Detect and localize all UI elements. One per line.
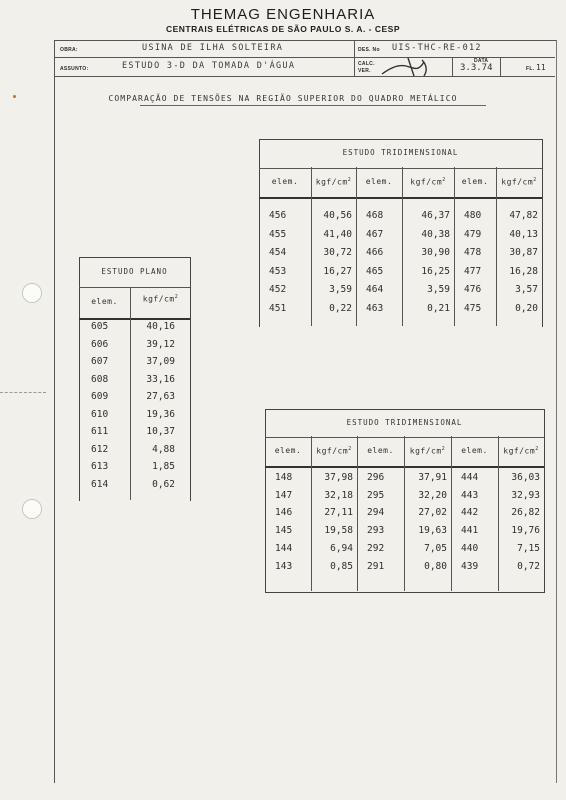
value-cell: 40,56 (323, 210, 352, 221)
elem-cell: 451 (269, 302, 287, 314)
column-header-unit: kgf/$cm^2$ (503, 446, 539, 456)
elem-cell: 439 (461, 560, 479, 572)
des-value: UIS-THC-RE-012 (392, 43, 482, 53)
elem-cell: 466 (366, 247, 384, 258)
elem-cell: 467 (366, 228, 384, 240)
elem-cell: 480 (464, 210, 482, 221)
value-cell: 19,76 (511, 525, 540, 537)
value-cell: 46,37 (421, 210, 450, 221)
value-cell: 27,11 (324, 507, 353, 519)
obra-label: OBRA: (60, 47, 78, 53)
column-header-unit: kgf/$cm^2$ (142, 294, 179, 304)
elem-cell: 147 (275, 489, 293, 501)
form-bottom-line (54, 76, 555, 77)
value-cell: 3,59 (329, 284, 352, 295)
elem-cell: 453 (269, 265, 287, 277)
value-cell: 0,62 (152, 478, 175, 490)
column-divider (454, 167, 455, 326)
folha-value: 11 (536, 63, 546, 72)
elem-cell: 455 (269, 228, 287, 240)
value-cell: 3,59 (427, 284, 450, 295)
column-header-elem: elem. (461, 177, 489, 186)
value-cell: 19,63 (418, 525, 447, 537)
elem-cell: 464 (366, 284, 384, 295)
column-divider (451, 436, 452, 591)
elem-cell: 479 (464, 228, 482, 240)
value-cell: 0,20 (515, 302, 538, 314)
table-title: ESTUDO TRIDIMENSIONAL (342, 148, 459, 157)
obra-value: USINA DE ILHA SOLTEIRA (142, 43, 284, 53)
column-header-elem: elem. (367, 446, 394, 455)
value-cell: 19,58 (324, 525, 353, 537)
calc-label: CALC. (358, 61, 375, 67)
form-date-divider (452, 58, 453, 76)
value-cell: 7,15 (517, 542, 540, 554)
value-cell: 0,85 (330, 560, 353, 572)
signature-mark (378, 54, 438, 80)
value-cell: 40,38 (421, 228, 450, 240)
elem-cell: 144 (275, 542, 293, 554)
value-cell: 32,18 (324, 489, 353, 501)
value-cell: 26,82 (511, 507, 540, 519)
value-cell: 41,40 (323, 228, 352, 240)
assunto-label: ASSUNTO: (60, 66, 89, 72)
value-cell: 4,88 (152, 443, 175, 455)
elem-cell: 148 (275, 472, 293, 483)
elem-cell: 293 (367, 525, 385, 537)
column-header-elem: elem. (91, 297, 118, 306)
elem-cell: 612 (91, 443, 109, 455)
elem-cell: 143 (275, 560, 293, 572)
elem-cell: 291 (367, 560, 385, 572)
value-cell: 10,37 (146, 426, 175, 437)
elem-cell: 605 (91, 321, 109, 332)
elem-cell: 444 (461, 472, 479, 483)
column-header-elem: elem. (271, 177, 299, 186)
elem-cell: 478 (464, 247, 482, 258)
elem-cell: 443 (461, 489, 479, 501)
elem-cell: 292 (367, 542, 385, 554)
column-header-elem: elem. (365, 177, 393, 186)
elem-cell: 609 (91, 391, 109, 402)
value-cell: 19,36 (146, 408, 175, 420)
fold-mark (0, 392, 46, 393)
stain-mark (13, 95, 16, 98)
value-cell: 30,90 (421, 247, 450, 258)
title-underline (140, 105, 486, 106)
value-cell: 37,91 (418, 472, 447, 483)
value-cell: 27,02 (418, 507, 447, 519)
value-cell: 0,21 (427, 302, 450, 314)
value-cell: 32,20 (418, 489, 447, 501)
des-label: DES. No (358, 47, 380, 53)
value-cell: 30,87 (509, 247, 538, 258)
value-cell: 39,12 (146, 338, 175, 350)
elem-cell: 465 (366, 265, 384, 277)
folha-label: FL. (526, 66, 535, 72)
column-header-unit: kgf/$cm^2$ (315, 177, 352, 187)
table-estudo-plano (79, 257, 190, 500)
elem-cell: 452 (269, 284, 287, 295)
elem-cell: 476 (464, 284, 482, 295)
client-name: CENTRAIS ELÉTRICAS DE SÃO PAULO S. A. - CESP (165, 24, 401, 34)
value-cell: 16,27 (323, 265, 352, 277)
value-cell: 36,03 (511, 472, 540, 483)
value-cell: 40,13 (509, 228, 538, 240)
value-cell: 6,94 (330, 542, 353, 554)
elem-cell: 296 (367, 472, 385, 483)
binder-hole-bottom (22, 499, 42, 519)
elem-cell: 145 (275, 525, 293, 537)
elem-cell: 608 (91, 373, 109, 385)
column-divider (357, 436, 358, 591)
column-header-unit: kgf/$cm^2$ (409, 446, 446, 456)
assunto-value: ESTUDO 3-D DA TOMADA D'ÁGUA (122, 61, 296, 71)
elem-cell: 146 (275, 507, 293, 519)
company-name: THEMAG ENGENHARIA (190, 6, 376, 23)
elem-cell: 441 (461, 525, 479, 537)
data-label: DATA (474, 58, 489, 64)
value-cell: 30,72 (323, 247, 352, 258)
column-header-unit: kgf/$cm^2$ (410, 177, 446, 187)
value-cell: 47,82 (509, 210, 538, 221)
elem-cell: 611 (91, 426, 109, 437)
elem-cell: 477 (464, 265, 482, 277)
table-tridimensional-1 (259, 139, 542, 326)
column-header-elem: elem. (461, 446, 488, 455)
column-header-unit: kgf/$cm^2$ (501, 177, 537, 187)
value-cell: 37,09 (146, 356, 175, 367)
value-cell: 0,22 (329, 302, 352, 314)
value-cell: 32,93 (511, 489, 540, 501)
elem-cell: 607 (91, 356, 109, 367)
binder-hole-top (22, 283, 42, 303)
column-header-unit: kgf/$cm^2$ (316, 446, 352, 456)
elem-cell: 468 (366, 210, 384, 221)
elem-cell: 456 (269, 210, 287, 221)
form-vertical-divider (354, 40, 355, 76)
elem-cell: 454 (269, 247, 287, 258)
elem-cell: 614 (91, 478, 109, 490)
value-cell: 16,28 (509, 265, 538, 277)
value-cell: 1,85 (152, 461, 175, 472)
elem-cell: 442 (461, 507, 479, 519)
value-cell: 16,25 (421, 265, 450, 277)
elem-cell: 610 (91, 408, 109, 420)
value-cell: 33,16 (146, 373, 175, 385)
form-sheet-divider (500, 58, 501, 76)
ver-label: VER. (358, 68, 371, 74)
value-cell: 27,63 (146, 391, 175, 402)
column-divider (356, 167, 357, 326)
value-cell: 37,98 (324, 472, 353, 483)
value-cell: 3,57 (515, 284, 538, 295)
elem-cell: 463 (366, 302, 384, 314)
value-cell: 40,16 (146, 321, 175, 332)
table-title: ESTUDO TRIDIMENSIONAL (346, 418, 463, 427)
elem-cell: 475 (464, 302, 482, 314)
elem-cell: 440 (461, 542, 479, 554)
column-header-elem: elem. (274, 446, 302, 455)
table-title: ESTUDO PLANO (101, 267, 168, 276)
elem-cell: 606 (91, 338, 109, 350)
value-cell: 7,05 (424, 542, 447, 554)
elem-cell: 294 (367, 507, 385, 519)
table-tridimensional-2 (265, 409, 544, 591)
value-cell: 0,80 (424, 560, 447, 572)
page-title: COMPARAÇÃO DE TENSÕES NA REGIÃO SUPERIOR DO QUADRO METÁLICO (108, 94, 458, 103)
value-cell: 0,72 (517, 560, 540, 572)
elem-cell: 295 (367, 489, 385, 501)
data-value: 3.3.74 (460, 63, 493, 73)
elem-cell: 613 (91, 461, 109, 472)
